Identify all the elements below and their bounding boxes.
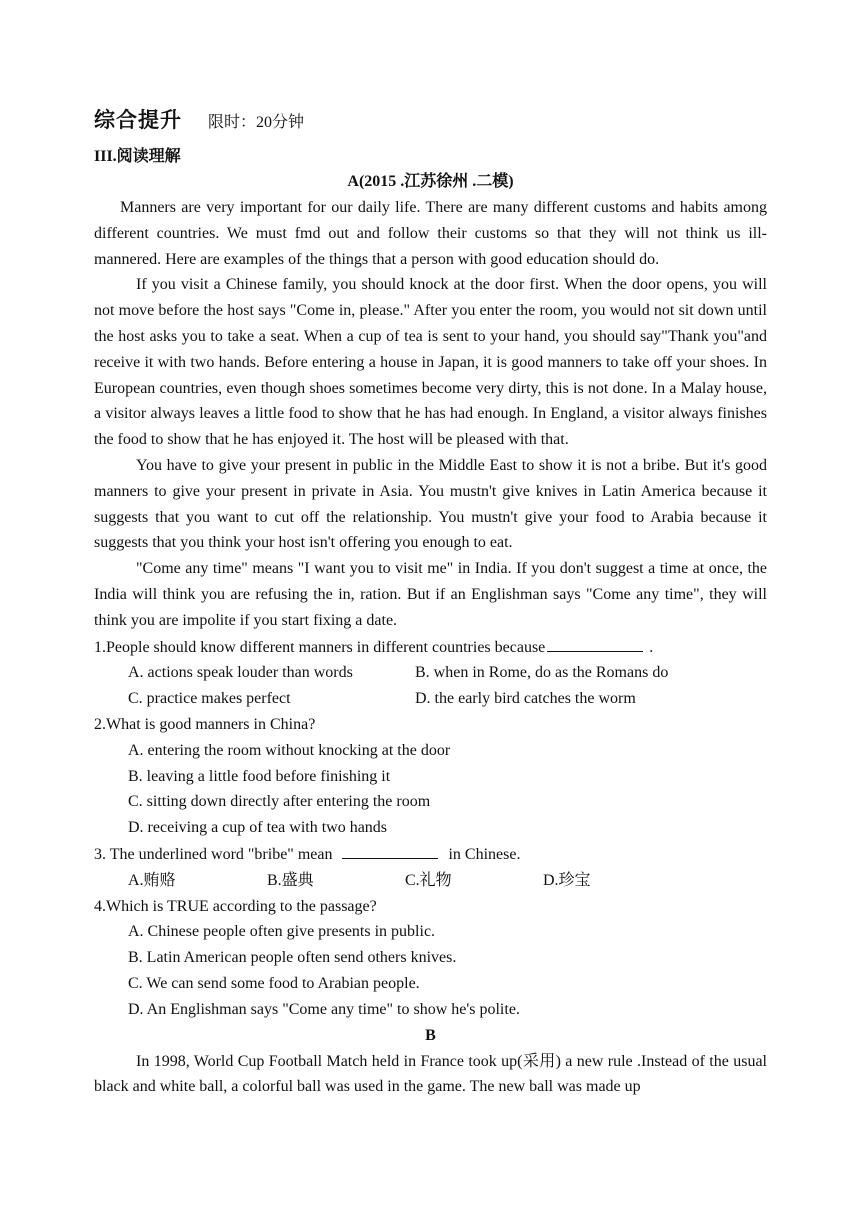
answer-blank-3[interactable]	[342, 841, 438, 859]
question-1-end: .	[649, 638, 654, 656]
time-limit: 限时：20分钟	[208, 114, 305, 131]
question-1-options-row-1	[94, 660, 767, 686]
question-1-options-row-2	[94, 686, 767, 712]
question-2-option-b[interactable]: B. leaving a little food before finishing it	[128, 767, 391, 785]
passage-a-paragraph-3: You have to give your present in public in the Middle East to show it is not a bribe. But it's good manners to give your present in private in Asia. You mustn't give knives in Latin America because it suggests that you want to cut off the relationship. You mustn't give your food to Arabia because it suggests that you think your host isn't offering you enough to eat.	[94, 456, 767, 552]
passage-a-paragraph-4: "Come any time" means "I want you to visit me" in India. If you don't suggest a time at once, the India will think you are refusing the in, ration. But if an Englishman says "Come any time", they will think you are impolite if you start fixing a date.	[94, 560, 767, 629]
question-3-stem: 3. The underlined word "bribe" mean	[94, 845, 333, 863]
question-3	[94, 841, 767, 868]
question-3-option-a[interactable]: A.贿赂	[128, 871, 176, 889]
answer-blank-1[interactable]	[547, 634, 643, 652]
question-2-option-a[interactable]: A. entering the room without knocking at the door	[128, 741, 451, 759]
question-1-stem: 1.People should know different manners in different countries because	[94, 638, 546, 656]
section-title: III.阅读理解	[94, 148, 181, 165]
worksheet-page	[94, 104, 767, 1100]
question-3-end: in Chinese.	[448, 845, 521, 863]
question-3-option-c[interactable]: C.礼物	[405, 871, 452, 889]
question-3-option-b[interactable]: B.盛典	[267, 871, 314, 889]
header	[94, 104, 767, 140]
question-1-option-c[interactable]: C. practice makes perfect	[128, 690, 291, 708]
passage-b-title: B	[425, 1026, 436, 1044]
question-3-options	[94, 868, 767, 894]
passage-a-paragraph-2: If you visit a Chinese family, you should knock at the door first. When the door opens, you will not move before the host says "Come in, please." After you enter the room, you would not sit down until the host asks you to take a seat. When a cup of tea is sent to your hand, you should say"Thank you"and receive it with two hands. Before entering a house in Japan, it is good manners to take off your shoes. In European countries, even though shoes sometimes become very dirty, this is not done. In a Malay house, a visitor always leaves a little food to show that he has had enough. In England, a visitor always finishes the food to show that he has enjoyed it. The host will be pleased with that.	[94, 276, 767, 449]
question-1-option-a[interactable]: A. actions speak louder than words	[128, 664, 353, 682]
question-4-option-b[interactable]: B. Latin American people often send others knives.	[128, 949, 457, 967]
question-2-option-d[interactable]: D. receiving a cup of tea with two hands	[128, 819, 388, 837]
page-title: 综合提升	[94, 108, 182, 132]
question-1-option-d[interactable]: D. the early bird catches the worm	[415, 690, 636, 708]
question-4-stem: 4.Which is TRUE according to the passage?	[94, 897, 377, 915]
question-2-stem: 2.What is good manners in China?	[94, 715, 316, 733]
passage-b-paragraph: In 1998, World Cup Football Match held in France took up(采用) a new rule .Instead of the usual black and white ball, a colorful ball was used in the game. The new ball was made up	[94, 1052, 767, 1096]
passage-a-paragraph-1: Manners are very important for our daily life. There are many different customs and habits among different countries. We must fmd out and follow their customs so that they will not think us ill-mannered. Here are examples of the things that a person with good education should do.	[94, 199, 767, 268]
passage-a-title: A(2015 .江苏徐州 .二模)	[347, 173, 514, 190]
question-4-option-c[interactable]: C. We can send some food to Arabian people.	[128, 974, 420, 992]
question-1	[94, 634, 767, 661]
question-4-option-d[interactable]: D. An Englishman says "Come any time" to show he's polite.	[128, 1000, 520, 1018]
question-3-option-d[interactable]: D.珍宝	[543, 871, 591, 889]
question-1-option-b[interactable]: B. when in Rome, do as the Romans do	[415, 664, 669, 682]
question-4-option-a[interactable]: A. Chinese people often give presents in public.	[128, 923, 436, 941]
question-2-option-c[interactable]: C. sitting down directly after entering the room	[128, 793, 431, 811]
